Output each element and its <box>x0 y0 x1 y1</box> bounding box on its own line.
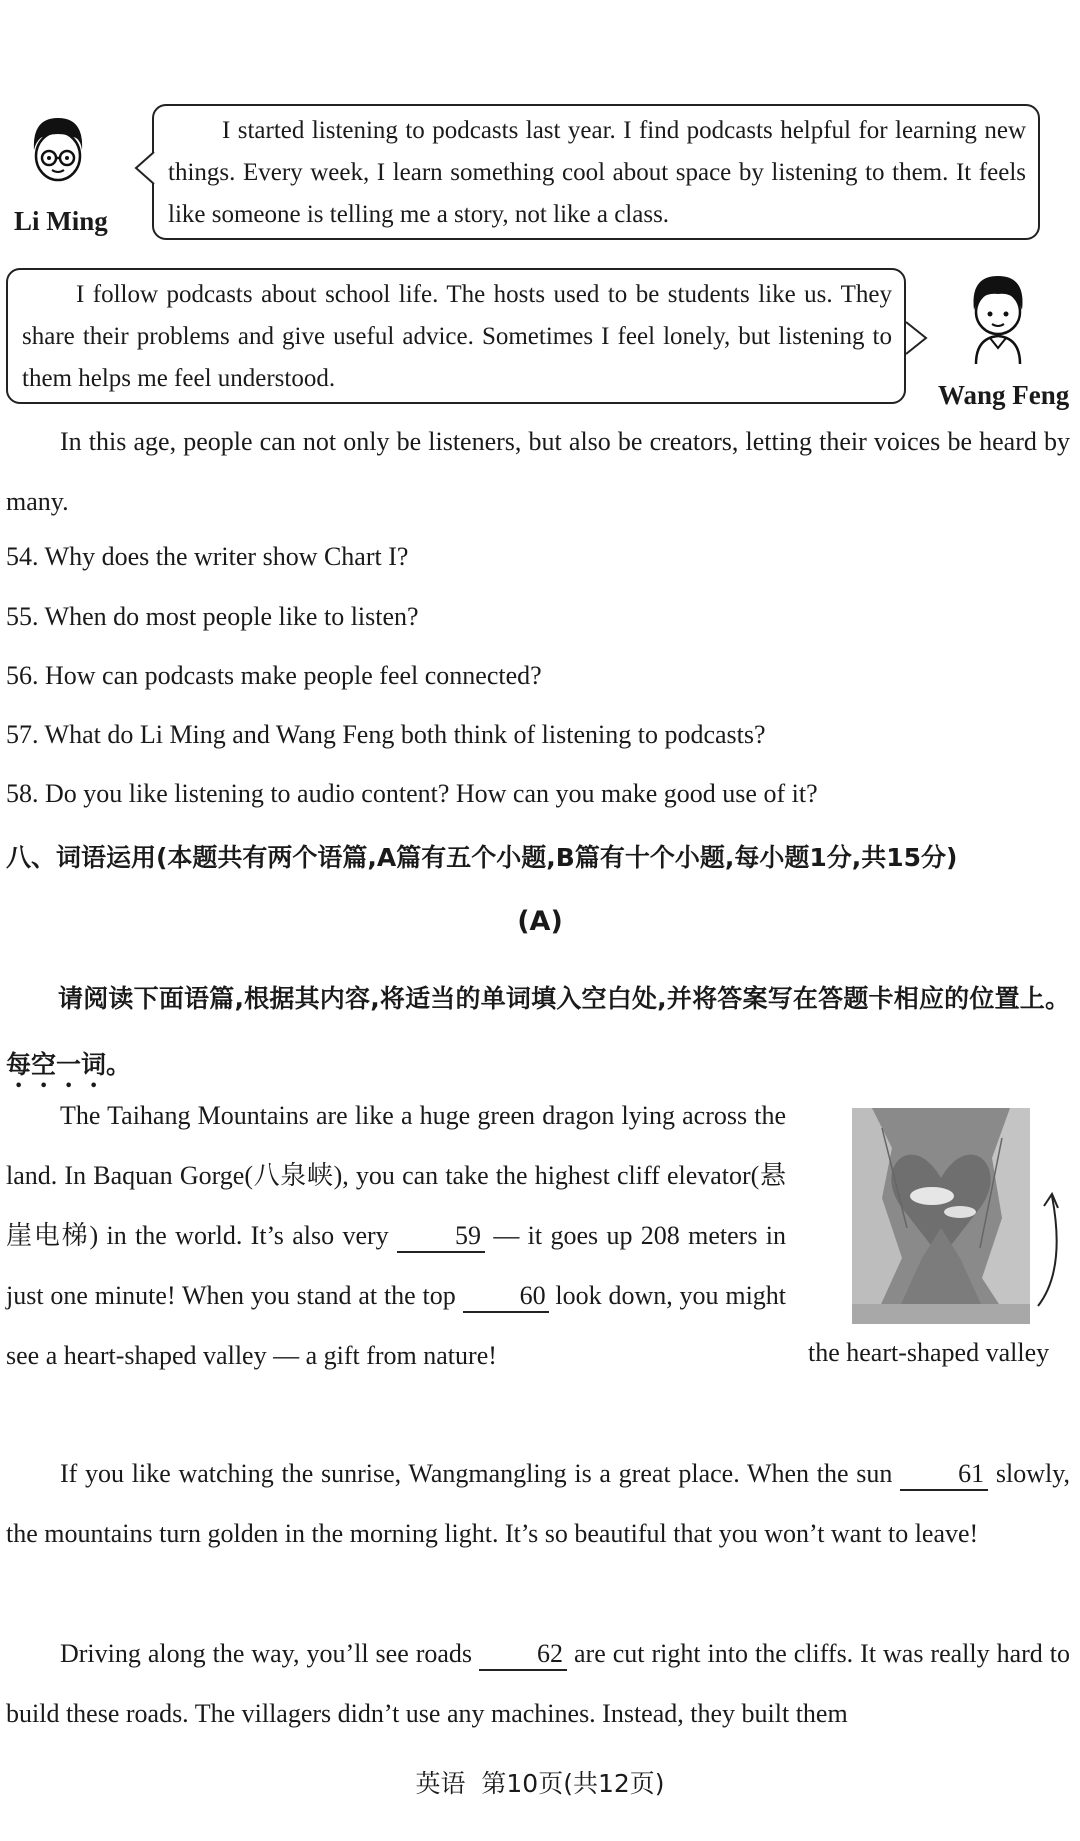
instruction: 请阅读下面语篇,根据其内容,将适当的单词填入空白处,并将答案写在答题卡相应的位置上。每空一词。 <box>6 984 1070 1079</box>
li-ming-speech-text: I started listening to podcasts last year. I find podcasts helpful for learning new things. Every week, I learn something cool about space by listening to them. It feels like someone is telling me a story, not like a class. <box>168 117 1026 228</box>
page-footer: 英语 第10页(共12页) <box>415 1769 665 1798</box>
wang-feng-avatar <box>960 272 1036 366</box>
part-label: (A) <box>517 906 563 937</box>
passage-paragraph-1: The Taihang Mountains are like a huge green dragon lying across the land. In Baquan Gorge(八泉峡), you can take the highest cliff elevator(悬崖电梯) in the world. It’s also very 59 — it goes up 208 meters in just one minute! When you stand at the top 60 look down, you might see a heart-shaped valley — a gift from nature! <box>6 1101 787 1370</box>
question-56: 56. How can podcasts make people feel connected? <box>6 661 542 690</box>
wang-feng-speech-text: I follow podcasts about school life. The hosts used to be students like us. They share their problems and give useful advice. Sometimes I feel lonely, but listening to them helps me feel understood. <box>22 281 892 392</box>
li-ming-name: Li Ming <box>14 206 108 236</box>
question-57: 57. What do Li Ming and Wang Feng both think of listening to podcasts? <box>6 720 766 749</box>
wang-feng-name: Wang Feng <box>938 380 1070 410</box>
li-ming-bubble-pointer <box>134 150 156 186</box>
li-ming-avatar <box>22 110 94 200</box>
passage-paragraph-3: Driving along the way, you’ll see roads 62 are cut right into the cliffs. It was really hard to build these roads. The villagers didn’t use any machines. Instead, they built them <box>6 1639 1071 1728</box>
blank-59[interactable]: 59 <box>397 1221 485 1253</box>
blank-62[interactable]: 62 <box>479 1639 567 1671</box>
li-ming-speech-bubble <box>152 104 1040 240</box>
passage-paragraph-2: If you like watching the sunrise, Wangmangling is a great place. When the sun 61 slowly, the mountains turn golden in the morning light. It’s so beautiful that you won’t want to leave! <box>6 1459 1071 1548</box>
blank-61[interactable]: 61 <box>900 1459 988 1491</box>
image-caption: the heart-shaped valley <box>808 1338 1050 1367</box>
blank-60[interactable]: 60 <box>463 1281 549 1313</box>
wang-feng-speech-bubble <box>6 268 906 404</box>
closing-paragraph: In this age, people can not only be listeners, but also be creators, letting their voices be heard by many. <box>6 427 1070 516</box>
heart-shaped-valley-image <box>852 1108 1030 1324</box>
question-55: 55. When do most people like to listen? <box>6 602 419 631</box>
arrow-icon <box>1030 1190 1070 1310</box>
section-heading: 八、词语运用(本题共有两个语篇,A篇有五个小题,B篇有十个小题,每小题1分,共15分) <box>6 843 958 872</box>
question-58: 58. Do you like listening to audio content? How can you make good use of it? <box>6 779 818 808</box>
instruction-emphasis: 每空一词 <box>6 1050 107 1079</box>
question-54: 54. Why does the writer show Chart I? <box>6 542 409 571</box>
wang-feng-bubble-pointer <box>904 320 928 356</box>
